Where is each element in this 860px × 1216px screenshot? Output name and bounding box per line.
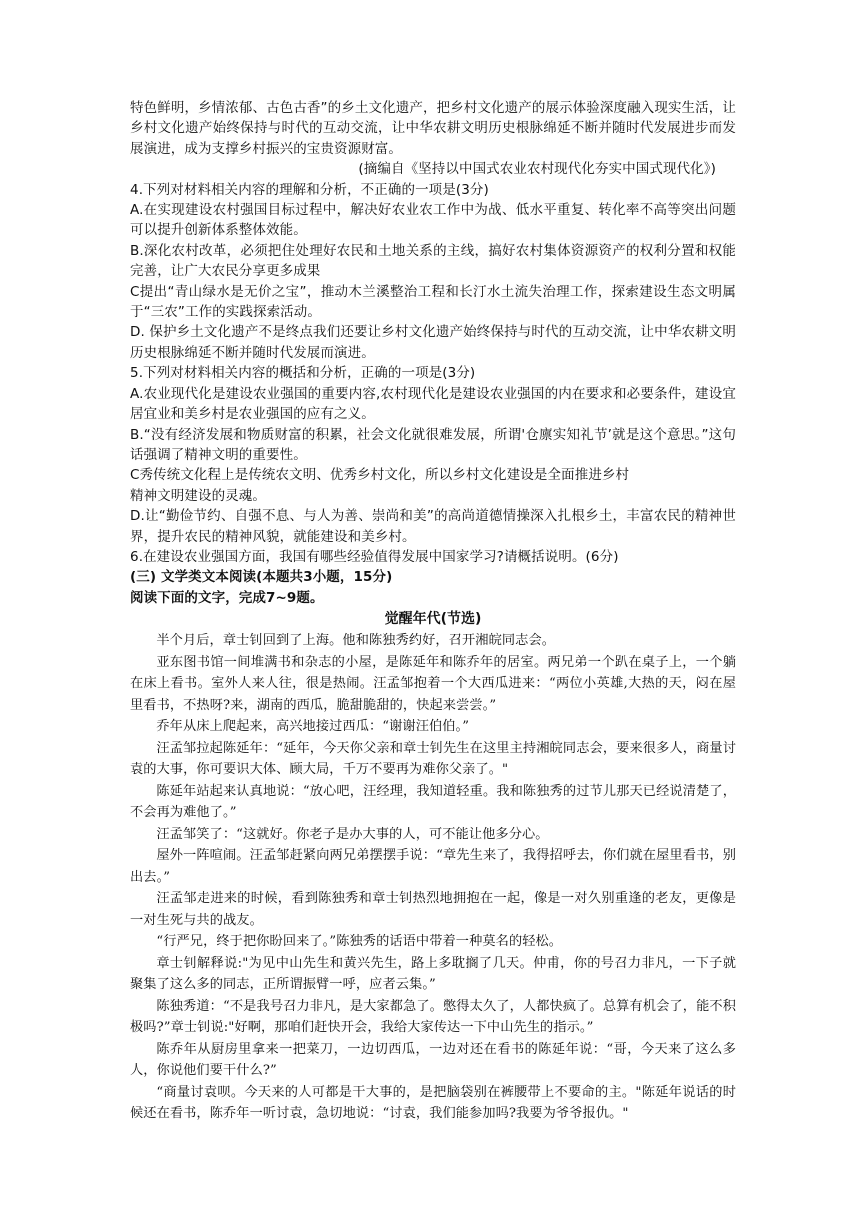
story-paragraph: 汪孟邹笑了：“这就好。你老子是办大事的人，可不能让他多分心。 bbox=[156, 826, 549, 842]
story-paragraph: 半个月后，章士钊回到了上海。他和陈独秀约好，召开湘皖同志会。 bbox=[156, 633, 556, 649]
section-3-heading: (三) 文学类文本阅读(本题共3小题，15分) bbox=[130, 569, 393, 586]
story-paragraph: 章士钊解释说:"为见中山先生和黄兴先生，路上多耽搁了几天。仲甫，你的号召力非凡，一下子就聚集了这么多的同志，正所谓振臂一呼，应者云集。” bbox=[130, 955, 736, 993]
question-5-option-a: A.农业现代化是建设农业强国的重要内容,农村现代化是建设农业强国的内在要求和必要条件，建设宜居宜业和美乡村是农业强国的应有之义。 bbox=[130, 385, 736, 423]
story-paragraph: 陈独秀道：“不是我号召力非凡，是大家都急了。憋得太久了，人都快疯了。总算有机会了，能不积极吗?”章士钊说:"好啊，那咱们赶快开会，我给大家传达一下中山先生的指示。” bbox=[130, 998, 736, 1036]
story-paragraph: 陈乔年从厨房里拿来一把菜刀，一边切西瓜，一边对还在看书的陈延年说：“哥，今天来了这么多人，你说他们要干什么?” bbox=[130, 1041, 736, 1079]
intro-paragraph: 特色鲜明，乡情浓郁、古色古香”的乡土文化遗产，把乡村文化遗产的展示体验深度融入现实生活，让乡村文化遗产始终保持与时代的互动交流，让中华农耕文明历史根脉绵延不断并随时代发展进步而发展演进，成为支撑乡村振兴的宝贵资源财富。 bbox=[130, 100, 736, 157]
story-paragraph: 汪孟邹走进来的时候，看到陈独秀和章士钊热烈地拥抱在一起，像是一对久别重逢的老友，更像是一对生死与共的战友。 bbox=[130, 891, 736, 928]
story-paragraph: “商量讨袁呗。今天来的人可都是干大事的，是把脑袋别在裤腰带上不要命的主。"陈延年说话的时候还在看书，陈乔年一听讨袁，急切地说：“讨袁，我们能参加吗?我要为爷爷报仇。" bbox=[130, 1084, 736, 1122]
story-paragraph: 屋外一阵喧闹。汪孟邹赶紧向两兄弟摆摆手说：“章先生来了，我得招呼去，你们就在屋里看书，别出去。” bbox=[130, 848, 736, 885]
question-4-option-b: B.深化农村改革，必须把住处理好农民和土地关系的主线，搞好农村集体资源资产的权利分置和权能完善，让广大农民分享更多成果 bbox=[130, 242, 736, 280]
exam-page bbox=[130, 98, 736, 1125]
question-5-stem: 5.下列对材料相关内容的概括和分析，正确的一项是(3分) bbox=[130, 365, 476, 382]
source-citation: (摘编自《坚持以中国式农业农村现代化夯实中国式现代化》) bbox=[358, 161, 716, 178]
story-paragraph: 亚东图书馆一间堆满书和杂志的小屋，是陈延年和陈乔年的居室。两兄弟一个趴在桌子上，一个躺在床上看书。室外人来人往，很是热闹。汪孟邹抱着一个大西瓜进来：“两位小英雄,大热的天，闷在屋里看书，不热呀?来，湖南的西瓜，脆甜脆甜的，快起来尝尝。” bbox=[130, 654, 736, 713]
story-paragraph: 乔年从床上爬起来，高兴地接过西瓜：“谢谢汪伯伯。” bbox=[156, 719, 470, 735]
story-body bbox=[130, 630, 736, 1125]
story-paragraph: 陈延年站起来认真地说：“放心吧，汪经理，我知道轻重。我和陈独秀的过节儿那天已经说清楚了，不会再为难他了。” bbox=[130, 783, 736, 821]
question-4-stem: 4.下列对材料相关内容的理解和分析，不正确的一项是(3分) bbox=[130, 181, 489, 198]
story-paragraph: 汪孟邹拉起陈延年：“延年，今天你父亲和章士钊先生在这里主持湘皖同志会，要来很多人，商量讨袁的大事，你可要识大体、顾大局，千万不要再为难你父亲了。" bbox=[130, 740, 736, 778]
question-4-option-c: C提出“青山绿水是无价之宝”，推动木兰溪整治工程和长汀水土流失治理工作，探索建设生态文明属于“三农”工作的实践探索活动。 bbox=[130, 283, 736, 321]
question-5-option-c-line1: C秀传统文化程上是传统农文明、优秀乡村文化，所以乡村文化建设是全面推进乡村 bbox=[130, 467, 630, 484]
question-6: 6.在建设农业强国方面，我国有哪些经验值得发展中国家学习?请概括说明。(6分) bbox=[130, 548, 619, 565]
story-paragraph: “行严兄，终于把你盼回来了。”陈独秀的话语中带着一种莫名的轻松。 bbox=[156, 934, 563, 950]
section-3-instruction: 阅读下面的文字，完成7~9题。 bbox=[130, 589, 324, 606]
question-5-option-c-line2: 精神文明建设的灵魂。 bbox=[130, 487, 266, 504]
question-5-option-b: B.“没有经济发展和物质财富的积累，社会文化就很难发展，所谓'仓廪实知礼节’就是这个意思。”这句话强调了精神文明的重要性。 bbox=[130, 426, 736, 463]
story-title: 觉醒年代(节选) bbox=[384, 611, 482, 628]
question-4-option-a: A.在实现建设农村强国目标过程中，解决好农业农工作中为战、低水平重复、转化率不高等突出问题可以提升创新体系整体效能。 bbox=[130, 202, 736, 239]
question-4-option-d: D. 保护乡土文化遗产不是终点我们还要让乡村文化遗产始终保持与时代的互动交流，让中华农耕文明历史根脉绵延不断并随时代发展而演进。 bbox=[130, 324, 736, 361]
question-5-option-d: D.让“勤俭节约、自强不息、与人为善、崇尚和美”的高尚道德情操深入扎根乡土，丰富农民的精神世界，提升农民的精神风貌，就能建设和美乡村。 bbox=[130, 508, 736, 545]
